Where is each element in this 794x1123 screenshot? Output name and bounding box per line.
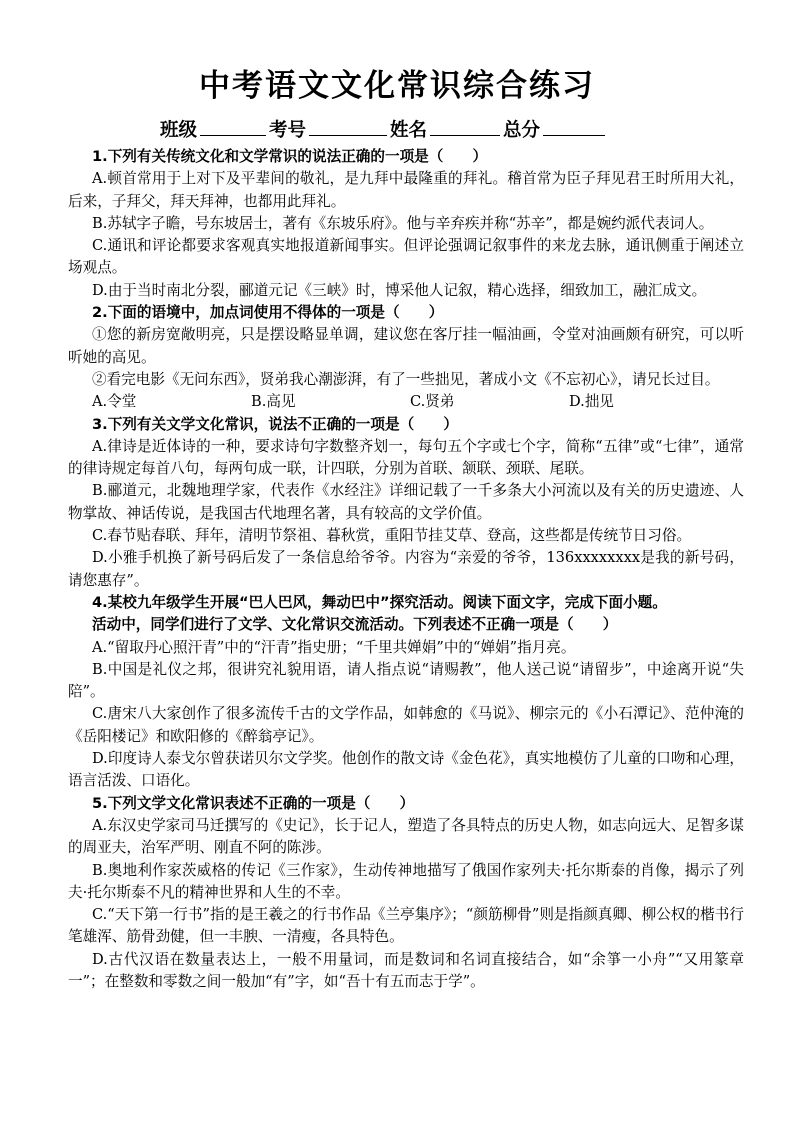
q4-option-a: A.“留取丹心照汗青”中的“汗青”指史册；“千里共婵娟”中的“婵娟”指月亮。 <box>92 638 576 656</box>
q3-option-c: C.春节贴春联、拜年，清明节祭祖、暮秋赏，重阳节挂艾草、登高，这些都是传统节日习俗。 <box>92 527 692 545</box>
q2-option-c: C.贤弟 <box>410 393 455 411</box>
q5-option-a: A.东汉史学家司马迁撰写的《史记》，长于记人，塑造了各具特点的历史人物，如志向远大、足智多谋的周亚夫，治军严明、刚直不阿的陈涉。 <box>68 816 744 857</box>
q5-option-d: D.古代汉语在数量表达上，一般不用量词，而是数词和名词直接结合，如“余箏一小舟”“又用篆章一”；在整数和零数之间一般加“有”字，如“吾十有五而志于学”。 <box>68 950 744 990</box>
q4-option-c: C.唐宋八大家创作了很多流传千古的文学作品，如韩愈的《马说》、柳宗元的《小石潭记》、范仲淹的《岳阳楼记》和欧阳修的《醉翁亭记》。 <box>68 705 744 745</box>
q5-option-b: B.奥地利作家茨威格的传记《三作家》，生动传神地描写了俄国作家列夫·托尔斯泰的肖像，揭示了列夫·托尔斯泰不凡的精神世界和人生的不幸。 <box>68 861 744 901</box>
q2-context-2: ②看完电影《无问东西》，贤弟我心潮澎湃，有了一些拙见，著成小文《不忘初心》，请兄长过目。 <box>92 370 720 388</box>
exam-no-label: 考号 <box>269 120 307 141</box>
q5-option-c: C.“天下第一行书”指的是王羲之的行书作品《兰亭集序》；“颜筋柳骨”则是指颜真卿、柳公权的楷书行笔雄浑、筋骨劲健，但一丰腴、一清瘦，各具特色。 <box>68 906 744 946</box>
q1-option-a: A.顿首常用于上对下及平辈间的敬礼，是九拜中最隆重的拜礼。稽首常为臣子拜见君王时所用大礼，后来，子拜父，拜天拜神，也都用此拜礼。 <box>68 170 744 210</box>
q2-context-1: ①您的新房宽敞明亮，只是摆设略显单调，建议您在客厅挂一幅油画，令堂对油画颇有研究，可以听听她的高见。 <box>68 326 744 366</box>
exam-no-blank[interactable] <box>309 117 387 136</box>
q3-option-d: D.小雅手机换了新号码后发了一条信息给爷爷。内容为“亲爱的爷爷，136xxxxxxxx是我的新号码，请您惠存”。 <box>68 549 744 589</box>
page-title: 中考语文文化常识综合练习 <box>199 68 595 104</box>
questions-section <box>68 146 744 993</box>
name-blank[interactable] <box>430 117 500 136</box>
q2-option-a: A.令堂 <box>92 393 137 411</box>
q4-option-d: D.印度诗人泰戈尔曾获诺贝尔文学奖。他创作的散文诗《金色花》，真实地模仿了儿童的口吻和心理，语言活泼、口语化。 <box>68 750 744 790</box>
question-1-stem: 1.下列有关传统文化和文学常识的说法正确的一项是（ ） <box>92 148 488 165</box>
q2-option-b: B.高见 <box>251 393 296 411</box>
q4-option-b: B.中国是礼仪之邦，很讲究礼貌用语，请人指点说“请赐教”，他人送己说“请留步”，中途离开说“失陪”。 <box>68 660 744 701</box>
question-5-stem: 5.下列文学文化常识表述不正确的一项是（ ） <box>92 794 415 812</box>
question-3-stem: 3.下列有关文学文化常识，说法不正确的一项是（ ） <box>92 415 458 433</box>
name-label: 姓名 <box>390 120 428 141</box>
question-2-stem: 2.下面的语境中，加点词使用不得体的一项是（ ） <box>92 304 444 322</box>
q1-option-b: B.苏轼字子瞻，号东坡居士，著有《东坡乐府》。他与辛弃疾并称“苏辛”，都是婉约派代表词人。 <box>92 214 714 232</box>
class-label: 班级 <box>160 120 198 141</box>
class-blank[interactable] <box>200 117 266 136</box>
student-info-line <box>160 116 608 142</box>
q3-option-a: A.律诗是近体诗的一种，要求诗句字数整齐划一，每句五个字或七个字，简称“五律”或“七律”，通常的律诗规定每首八句，每两句成一联，计四联，分别为首联、颔联、颈联、尾联。 <box>68 437 744 478</box>
q2-options <box>68 391 744 413</box>
question-4-stem: 4.某校九年级学生开展“巴人巴风，舞动巴中”探究活动。阅读下面文字，完成下面小题。 <box>92 593 667 611</box>
q1-option-c: C.通讯和评论都要求客观真实地报道新闻事实。但评论强调记叙事件的来龙去脉，通讯侧重于阐述立场观点。 <box>68 237 744 277</box>
score-blank[interactable] <box>543 117 605 136</box>
q2-option-d: D.拙见 <box>569 393 615 411</box>
q1-option-d: D.由于当时南北分裂，郦道元记《三峡》时，博采他人记叙，精心选择，细致加工，融汇成文。 <box>92 281 707 299</box>
q3-option-b: B.郦道元，北魏地理学家，代表作《水经注》详细记载了一千多条大小河流以及有关的历史遗迹、人物掌故、神话传说，是我国古代地理名著，具有较高的文学价值。 <box>68 482 744 522</box>
question-4-subtask: 活动中，同学们进行了文学、文化常识交流活动。下列表述不正确一项是（ ） <box>92 616 618 634</box>
score-label: 总分 <box>503 120 541 141</box>
